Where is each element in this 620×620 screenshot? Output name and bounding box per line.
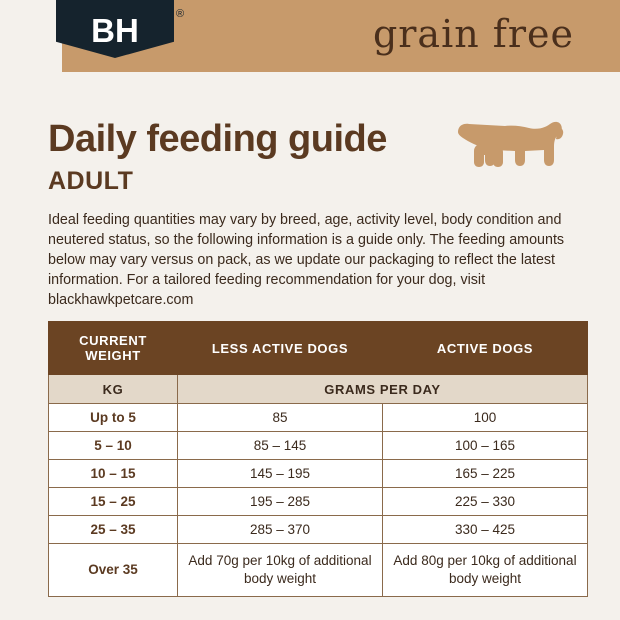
header-band — [0, 0, 620, 72]
header-left-panel — [0, 0, 62, 72]
table-row — [49, 544, 588, 597]
table-row — [49, 516, 588, 544]
cell-active: 225 – 330 — [383, 488, 588, 516]
feeding-guide-table — [48, 321, 588, 597]
dog-icon — [455, 114, 565, 182]
page-subtitle: ADULT — [48, 167, 134, 195]
brand-logo-text: BH — [91, 12, 139, 49]
table-row — [49, 404, 588, 432]
registered-trademark-icon: ® — [176, 8, 185, 20]
cell-active: 100 — [383, 404, 588, 432]
cell-weight: 10 – 15 — [49, 460, 178, 488]
tagline: grain free — [372, 12, 574, 56]
cell-less-active: 85 – 145 — [178, 432, 383, 460]
cell-less-active: 145 – 195 — [178, 460, 383, 488]
cell-weight: 25 – 35 — [49, 516, 178, 544]
cell-less-active: Add 70g per 10kg of additional body weight — [178, 544, 383, 597]
column-header-weight-label: CURRENT WEIGHT — [79, 333, 147, 363]
subheader-grams-per-day: GRAMS PER DAY — [178, 375, 588, 404]
cell-less-active: 195 – 285 — [178, 488, 383, 516]
table-row — [49, 460, 588, 488]
column-header-weight — [49, 322, 178, 375]
column-header-less-active: LESS ACTIVE DOGS — [178, 322, 383, 375]
column-header-active: ACTIVE DOGS — [383, 322, 588, 375]
cell-less-active: 85 — [178, 404, 383, 432]
table-row — [49, 488, 588, 516]
page-title: Daily feeding guide — [48, 118, 387, 160]
cell-active: 100 – 165 — [383, 432, 588, 460]
cell-active: Add 80g per 10kg of additional body weight — [383, 544, 588, 597]
subheader-kg: KG — [49, 375, 178, 404]
cell-weight: 5 – 10 — [49, 432, 178, 460]
cell-less-active: 285 – 370 — [178, 516, 383, 544]
cell-weight: Up to 5 — [49, 404, 178, 432]
table-header-row — [49, 322, 588, 375]
cell-active: 165 – 225 — [383, 460, 588, 488]
cell-weight: Over 35 — [49, 544, 178, 597]
table-subheader-row — [49, 375, 588, 404]
feeding-guide-table-wrapper — [48, 321, 577, 597]
cell-active: 330 – 425 — [383, 516, 588, 544]
table-row — [49, 432, 588, 460]
intro-paragraph: Ideal feeding quantities may vary by breed, age, activity level, body condition and neutered status, so the following information is a guide only. The feeding amounts below may vary versus on pack, as we update our packaging to reflect the latest information. For a tailored feeding recommendation for your dog, visit blackhawkpetcare.com — [48, 212, 565, 308]
cell-weight: 15 – 25 — [49, 488, 178, 516]
